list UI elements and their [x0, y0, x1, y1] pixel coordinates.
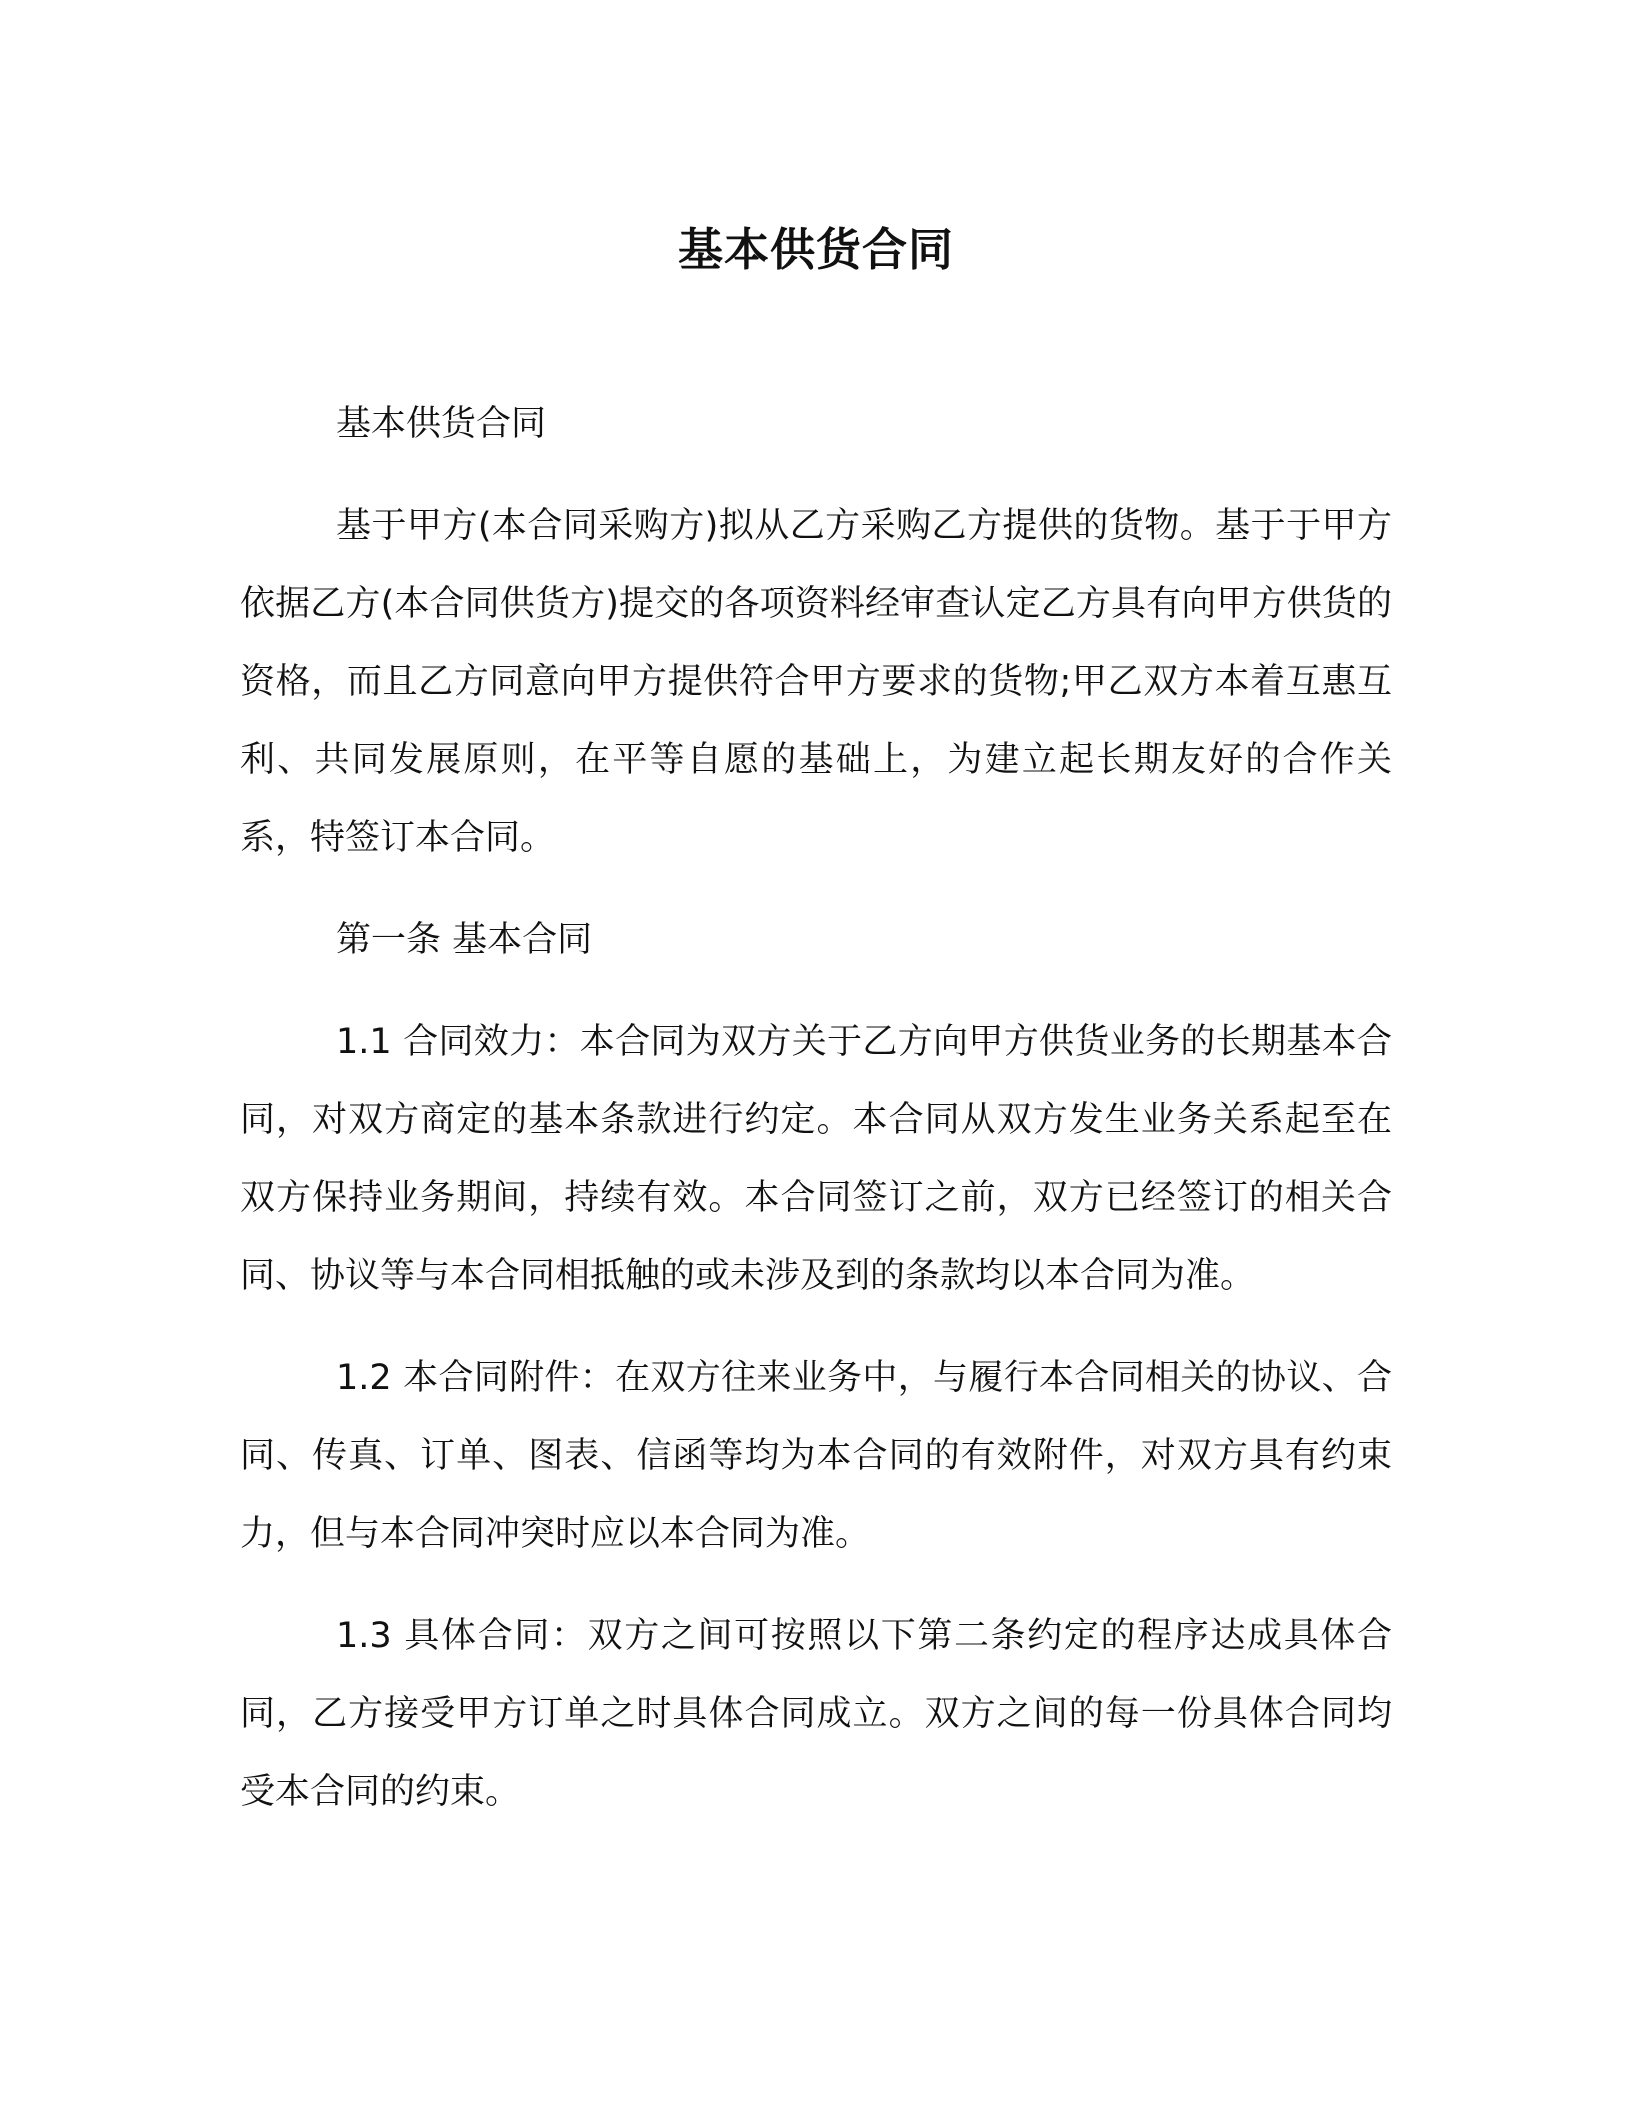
clause-1-3-paragraph: 1.3 具体合同：双方之间可按照以下第二条约定的程序达成具体合同，乙方接受甲方订单之时具体合同成立。双方之间的每一份具体合同均受本合同的约束。	[240, 1616, 1392, 1812]
clause-1-1-paragraph: 1.1 合同效力：本合同为双方关于乙方向甲方供货业务的长期基本合同，对双方商定的基本条款进行约定。本合同从双方发生业务关系起至在双方保持业务期间，持续有效。本合同签订之前，双方已经签订的相关合同、协议等与本合同相抵触的或未涉及到的条款均以本合同为准。	[240, 1022, 1392, 1296]
contract-subtitle: 基本供货合同	[336, 404, 547, 444]
document-title: 基本供货合同	[677, 223, 954, 276]
document-body	[240, 385, 1392, 1855]
clause-1-2-paragraph: 1.2 本合同附件：在双方往来业务中，与履行本合同相关的协议、合同、传真、订单、图表、信函等均为本合同的有效附件，对双方具有约束力，但与本合同冲突时应以本合同为准。	[240, 1358, 1392, 1554]
preamble-paragraph: 基于甲方(本合同采购方)拟从乙方采购乙方提供的货物。基于于甲方依据乙方(本合同供货方)提交的各项资料经审查认定乙方具有向甲方供货的资格，而且乙方同意向甲方提供符合甲方要求的货物;甲乙双方本着互惠互利、共同发展原则，在平等自愿的基础上，为建立起长期友好的合作关系，特签订本合同。	[240, 506, 1392, 858]
article-1-heading: 第一条 基本合同	[336, 920, 593, 960]
